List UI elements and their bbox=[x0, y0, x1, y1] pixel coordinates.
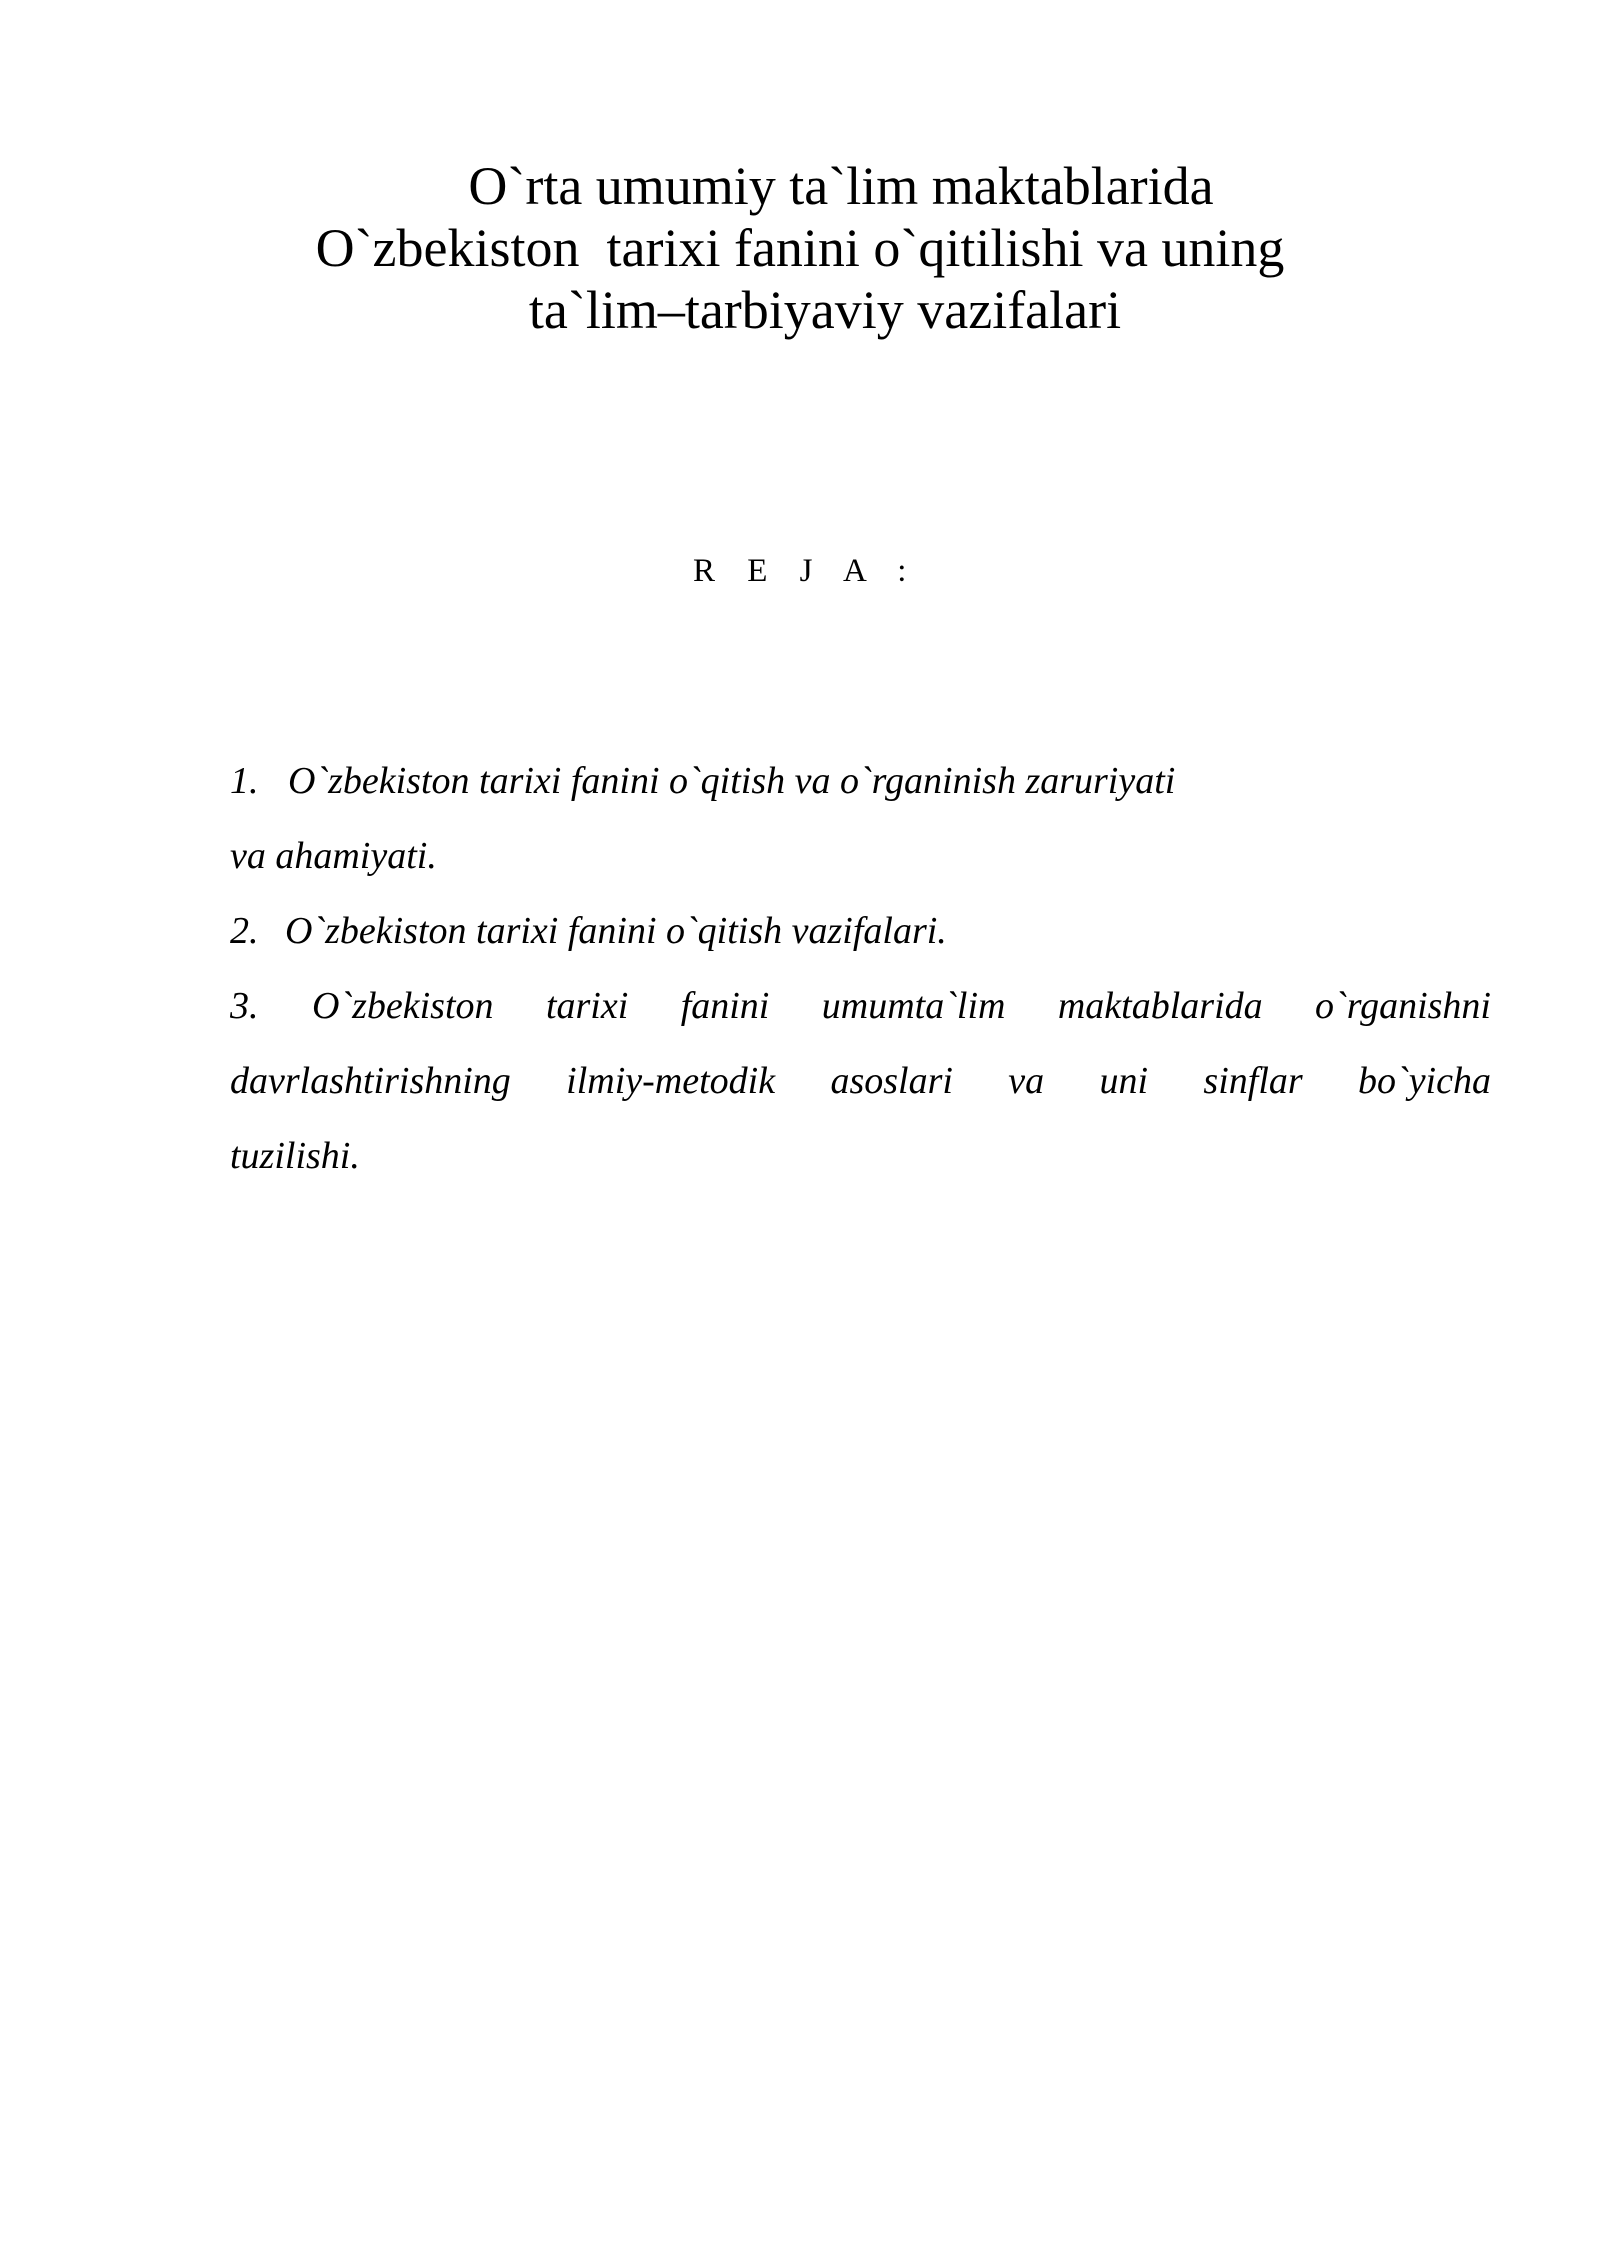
plan-item-3-continuation: davrlashtirishning ilmiy-metodik asoslari va uni sinflar bo`yicha bbox=[230, 1060, 1491, 1102]
plan-list bbox=[230, 744, 1491, 1194]
plan-item-number: 3. bbox=[230, 985, 259, 1027]
plan-item-3 bbox=[230, 969, 1491, 1044]
plan-heading: R E J A : bbox=[693, 553, 919, 589]
plan-item-2 bbox=[230, 894, 1491, 969]
plan-item-number: 2. bbox=[230, 910, 259, 952]
plan-item-3-continuation: tuzilishi. bbox=[230, 1135, 360, 1177]
title-line-1: O`rta umumiy ta`lim maktablarida bbox=[468, 156, 1214, 216]
plan-item-text: O`zbekiston tarixi fanini umumta`lim maktablarida o`rganishni bbox=[312, 985, 1491, 1027]
title-line-2: O`zbekiston tarixi fanini o`qitilishi va uning bbox=[315, 218, 1285, 278]
plan-item-number: 1. bbox=[230, 760, 259, 802]
plan-item-1-continuation: va ahamiyati. bbox=[230, 835, 437, 877]
plan-item-1 bbox=[230, 744, 1491, 819]
document-title bbox=[0, 155, 1600, 341]
plan-item-text: O`zbekiston tarixi fanini o`qitish va o`rganinish zaruriyati bbox=[288, 760, 1176, 802]
title-line-3: ta`lim–tarbiyaviy vazifalari bbox=[528, 280, 1122, 340]
plan-item-text: O`zbekiston tarixi fanini o`qitish vazifalari. bbox=[285, 910, 947, 952]
